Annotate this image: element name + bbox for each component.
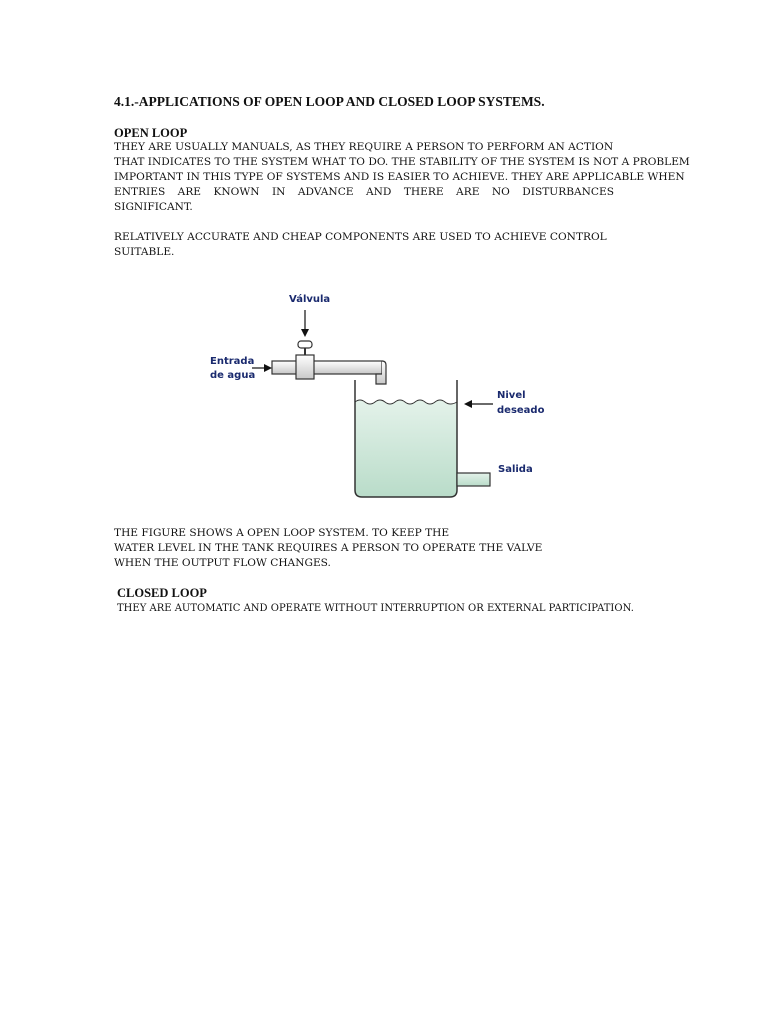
open-loop-line-2: THAT INDICATES TO THE SYSTEM WHAT TO DO. THE STABILITY OF THE SYSTEM IS NOT A PROBLEM (114, 156, 690, 168)
open-loop-tank-figure (200, 285, 560, 505)
section-heading: 4.1.-APPLICATIONS OF OPEN LOOP AND CLOSED LOOP SYSTEMS. (114, 94, 545, 109)
caption-line-2: WATER LEVEL IN THE TANK REQUIRES A PERSON TO OPERATE THE VALVE (114, 542, 543, 554)
open-loop-para2-line-2: SUITABLE. (114, 246, 175, 258)
open-loop-line-1: THEY ARE USUALLY MANUALS, AS THEY REQUIRE A PERSON TO PERFORM AN ACTION (114, 141, 614, 153)
caption-line-1: THE FIGURE SHOWS A OPEN LOOP SYSTEM. TO KEEP THE (114, 527, 450, 539)
open-loop-line-3: IMPORTANT IN THIS TYPE OF SYSTEMS AND IS EASIER TO ACHIEVE. THEY ARE APPLICABLE WHEN (114, 171, 685, 183)
valve-label: Válvula (289, 294, 331, 305)
inlet-label-line-2: de agua (210, 370, 256, 381)
open-loop-title: OPEN LOOP (114, 126, 188, 140)
valve-arrow-head (301, 329, 309, 337)
outlet-pipe (457, 473, 490, 486)
level-label-line-2: deseado (497, 405, 545, 416)
valve-body (296, 355, 314, 379)
tank-water (355, 400, 457, 497)
valve-handle (298, 341, 312, 348)
open-loop-para2-line-1: RELATIVELY ACCURATE AND CHEAP COMPONENTS ARE USED TO ACHIEVE CONTROL (114, 231, 607, 243)
closed-loop-text: THEY ARE AUTOMATIC AND OPERATE WITHOUT INTERRUPTION OR EXTERNAL PARTICIPATION. (117, 603, 634, 614)
inlet-pipe (272, 361, 382, 374)
outlet-label: Salida (498, 464, 533, 475)
caption-line-3: WHEN THE OUTPUT FLOW CHANGES. (114, 557, 331, 569)
open-loop-line-4: ENTRIES ARE KNOWN IN ADVANCE AND THERE ARE NO DISTURBANCES (114, 186, 614, 198)
level-arrow-head (464, 400, 472, 408)
inlet-label-line-1: Entrada (210, 356, 255, 367)
level-label-line-1: Nivel (497, 390, 526, 401)
closed-loop-title: CLOSED LOOP (117, 586, 207, 600)
open-loop-line-5: SIGNIFICANT. (114, 201, 193, 213)
inlet-arrow-head (264, 364, 272, 372)
